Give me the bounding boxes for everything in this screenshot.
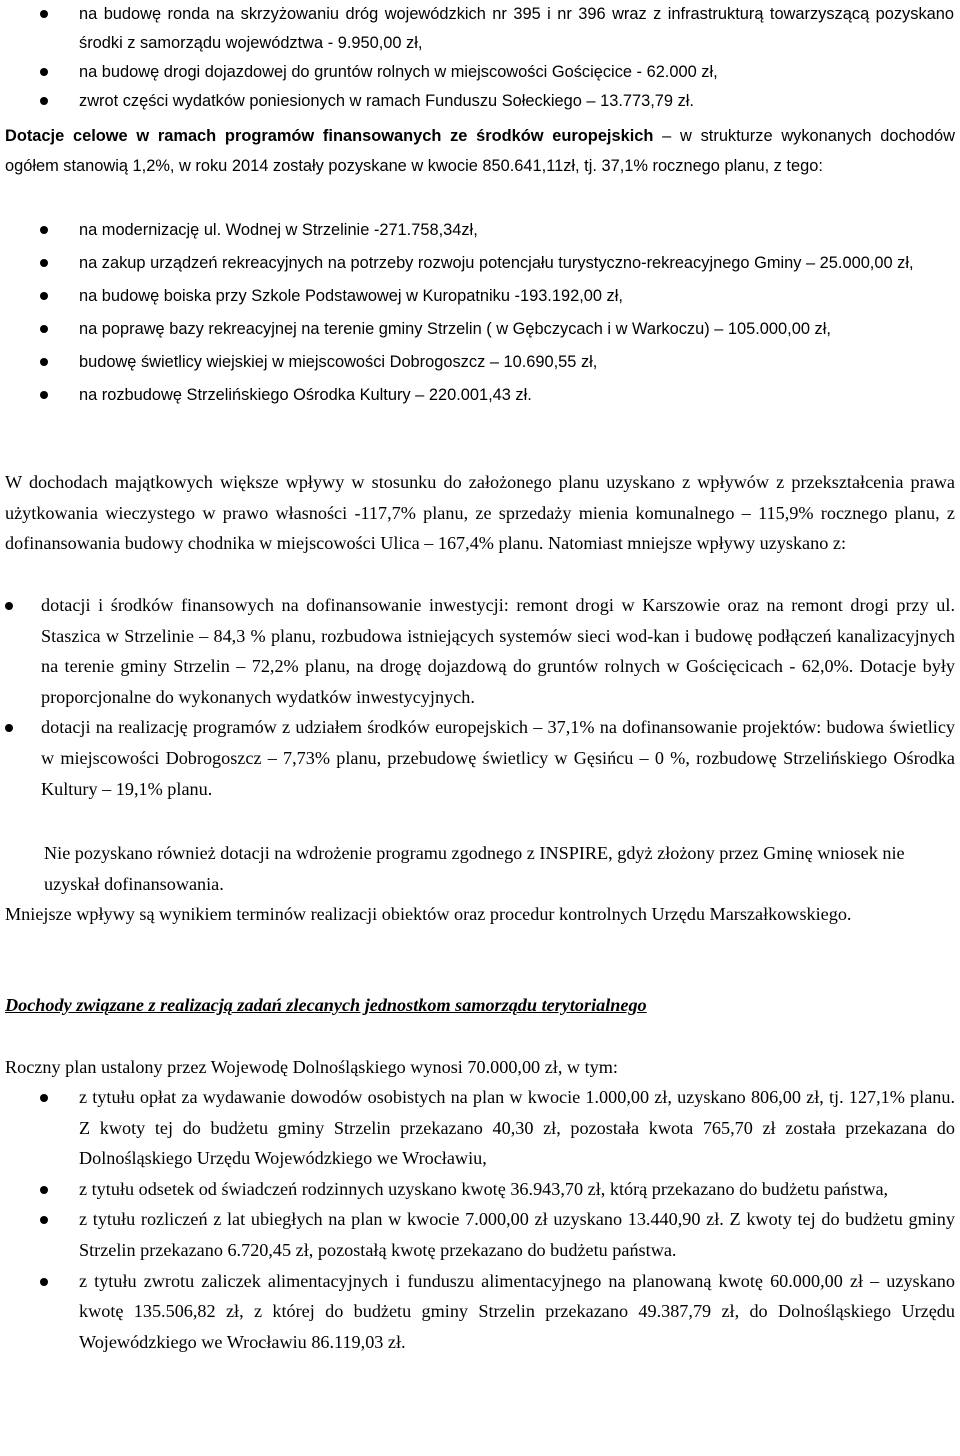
grants-paragraph-rest: – w strukturze wykonanych dochodów ogółem stanowią 1,2%, w roku 2014 zostały pozyskane w kwocie 850.641,11zł, tj. 37,1% rocznego planu, z tego: bbox=[5, 127, 955, 175]
section-heading: Dochody związane z realizacją zadań zlecanych jednostkom samorządu terytorialnego bbox=[5, 995, 647, 1015]
smaller-inflows-paragraph: Mniejsze wpływy są wynikiem terminów realizacji obiektów oraz procedur kontrolnych Urzędu Marszałkowskiego. bbox=[5, 904, 852, 924]
list-item bbox=[0, 314, 960, 344]
list-item-text: z tytułu odsetek od świadczeń rodzinnych uzyskano kwotę 36.943,70 zł, którą przekazano do budżetu państwa, bbox=[79, 1178, 889, 1199]
list-item-text: na rozbudowę Strzelińskiego Ośrodka Kultury – 220.001,43 zł. bbox=[79, 386, 532, 404]
bullet-icon bbox=[40, 68, 48, 76]
list-item-text: na budowę ronda na skrzyżowaniu dróg wojewódzkich nr 395 i nr 396 wraz z infrastrukturą towarzyszącą pozyskano środki z samorządu województwa - 9.950,00 zł, bbox=[79, 5, 954, 52]
capital-list bbox=[0, 590, 960, 804]
bullet-icon bbox=[40, 1186, 48, 1194]
list-item bbox=[0, 58, 960, 87]
bullet-icon bbox=[40, 1216, 48, 1224]
bullet-icon bbox=[40, 226, 48, 234]
bullet-icon bbox=[40, 325, 48, 333]
list-item bbox=[0, 1174, 960, 1205]
list-item-text: na budowę boiska przy Szkole Podstawowej w Kuropatniku -193.192,00 zł, bbox=[79, 287, 623, 305]
list-item-text: z tytułu opłat za wydawanie dowodów osobistych na plan w kwocie 1.000,00 zł, uzyskano 806,00 zł, tj. 127,1% planu. Z kwoty tej do budżetu gminy Strzelin przekazano 40,30 zł, pozostała kwota 765,70 zł została przekazana do Dolnośląskiego Urzędu Wojewódzkiego we Wrocławiu, bbox=[79, 1087, 955, 1169]
grants-paragraph bbox=[5, 122, 955, 181]
list-item-text: na poprawę bazy rekreacyjnej na terenie gminy Strzelin ( w Gębczycach i w Warkoczu) – 105.000,00 zł, bbox=[79, 320, 831, 338]
list-item-text: na budowę drogi dojazdowej do gruntów rolnych w miejscowości Gościęcice - 62.000 zł, bbox=[79, 63, 718, 81]
list-item bbox=[0, 590, 960, 712]
list-item-text: na zakup urządzeń rekreacyjnych na potrzeby rozwoju potencjału turystyczno-rekreacyjnego Gminy – 25.000,00 zł, bbox=[79, 254, 914, 272]
grants-list bbox=[0, 215, 960, 410]
list-item bbox=[0, 281, 960, 311]
list-item-text: z tytułu rozliczeń z lat ubiegłych na plan w kwocie 7.000,00 zł uzyskano 13.440,90 zł. Z kwoty tej do budżetu gminy Strzelin przekazano 6.720,45 zł, pozostałą kwotę przekazano do budżetu państwa. bbox=[79, 1209, 955, 1260]
list-item bbox=[0, 0, 960, 58]
plan-paragraph: Roczny plan ustalony przez Wojewodę Dolnośląskiego wynosi 70.000,00 zł, w tym: bbox=[5, 1057, 618, 1077]
plan-list bbox=[0, 1082, 960, 1357]
bullet-icon bbox=[40, 259, 48, 267]
list-item-text: z tytułu zwrotu zaliczek alimentacyjnych i funduszu alimentacyjnego na planowaną kwotę 60.000,00 zł – uzyskano kwotę 135.506,82 zł, z której do budżetu gminy Strzelin przekazano 49.387,79 zł, do Dolnośląskiego Urzędu Wojewódzkiego we Wrocławiu 86.119,03 zł. bbox=[79, 1270, 955, 1352]
bullet-icon bbox=[40, 358, 48, 366]
list-item bbox=[0, 1204, 960, 1265]
list-item-text: zwrot części wydatków poniesionych w ramach Funduszu Sołeckiego – 13.773,79 zł. bbox=[79, 92, 694, 110]
list-item-text: budowę świetlicy wiejskiej w miejscowości Dobrogoszcz – 10.690,55 zł, bbox=[79, 353, 598, 371]
bullet-icon bbox=[40, 97, 48, 105]
list-item bbox=[0, 1082, 960, 1174]
grants-paragraph-bold: Dotacje celowe w ramach programów finansowanych ze środków europejskich bbox=[5, 127, 654, 145]
bullet-icon bbox=[40, 292, 48, 300]
list-item bbox=[0, 1266, 960, 1358]
list-item bbox=[0, 87, 960, 116]
list-item-text: na modernizację ul. Wodnej w Strzelinie -271.758,34zł, bbox=[79, 221, 478, 239]
list-item-text: dotacji na realizację programów z udziałem środków europejskich – 37,1% na dofinansowanie projektów: budowa świetlicy w miejscowości Dobrogoszcz – 7,73% planu, przebudowę świetlicy w Gęsińcu – 0 %, rozbudowę Strzelińskiego Ośrodka Kultury – 19,1% planu. bbox=[41, 717, 955, 799]
list-item bbox=[0, 380, 960, 410]
list-item bbox=[0, 215, 960, 245]
list-item-text: dotacji i środków finansowych na dofinansowanie inwestycji: remont drogi w Karszowie oraz na remont drogi przy ul. Staszica w Strzelinie – 84,3 % planu, rozbudowa istniejących systemów sieci wod-kan i budowę podłączeń kanalizacyjnych na terenie gminy Strzelin – 72,2% planu, na drogę dojazdową do gruntów rolnych w Gościęcicach - 62,0%. Dotacje były proporcjonalne do wykonanych wydatków inwestycyjnych. bbox=[41, 595, 955, 707]
list-item bbox=[0, 347, 960, 377]
bullet-icon bbox=[40, 1094, 48, 1102]
bullet-icon bbox=[5, 724, 13, 732]
bullet-icon bbox=[40, 10, 48, 18]
list-item bbox=[0, 248, 960, 278]
bullet-icon bbox=[40, 1278, 48, 1286]
inspire-note: Nie pozyskano również dotacji na wdrożenie programu zgodnego z INSPIRE, gdyż złożony przez Gminę wniosek nie uzyskał dofinansowania. bbox=[44, 843, 905, 894]
capital-paragraph: W dochodach majątkowych większe wpływy w stosunku do założonego planu uzyskano z wpływów z przekształcenia prawa użytkowania wieczystego w prawo własności -117,7% planu, ze sprzedaży mienia komunalnego – 115,9% rocznego planu, z dofinansowania budowy chodnika w miejscowości Ulica – 167,4% planu. Natomiast mniejsze wpływy uzyskano z: bbox=[5, 472, 955, 554]
bullet-icon bbox=[40, 391, 48, 399]
bullet-icon bbox=[5, 602, 13, 610]
list-item bbox=[0, 712, 960, 804]
top-bullet-list bbox=[0, 0, 960, 116]
